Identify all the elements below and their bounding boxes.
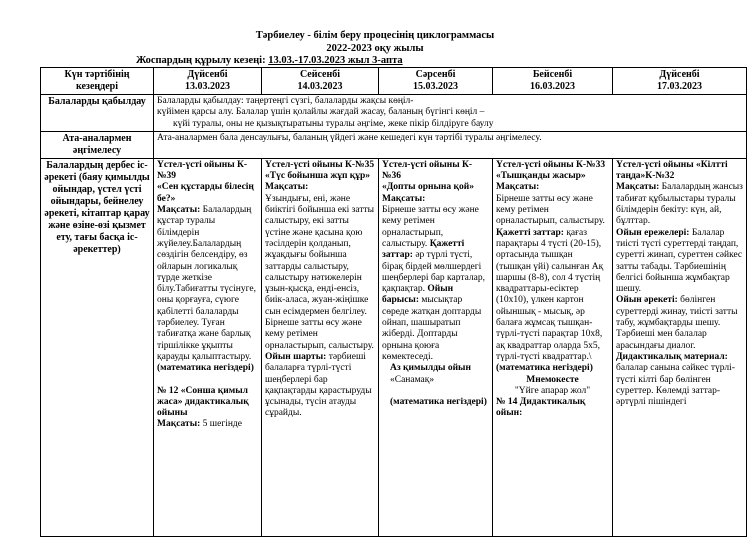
day-name: Дүйсенбі xyxy=(187,69,228,80)
game-label: Аз қимылды ойын xyxy=(390,363,471,374)
goal-label: Мақсаты: xyxy=(157,419,201,430)
goal-label: Мақсаты: xyxy=(265,182,309,193)
subject-note: (математика негіздері) xyxy=(390,396,487,407)
game-name: "Үйге апарар жол" xyxy=(514,385,591,396)
day-name: Дүйсенбі xyxy=(659,69,700,80)
day-name: Сәрсенбі xyxy=(415,69,456,80)
activity-tuesday xyxy=(262,158,379,536)
parents-text: Ата-аналармен бала денсаулығы, баланың үйдегі және кешедегі күн тәртібі туралы әңгімелесу. xyxy=(154,131,747,158)
materials-text: қағаз парақтары 4 түсті (20-15), ортасында тышқан (тышқан үйі) салынған Ақ шаршы (8-8), сол 4 түстің квадраттары-есіктер (10х10), үлкен картон ойыншық - мысық, әр балаға жұмсақ тышқан-түрлі-түсті парақтар 10х8, ақ квадраттар оларда 5х5, түрлі-түсті квадраттар.\ xyxy=(496,227,604,362)
goal-label: Мақсаты: xyxy=(157,205,201,216)
didactic-game-head: № 14 Дидактикалық ойын: xyxy=(496,397,586,419)
subject-note: (математика негіздері) xyxy=(157,363,254,374)
materials-label: Дидактикалық материал: xyxy=(616,351,728,362)
condition-label: Ойын шарты: xyxy=(265,351,327,362)
goal-text: 5 шегінде xyxy=(202,419,242,430)
plan-period-label: Жоспардың құрылу кезеңі: xyxy=(136,55,266,66)
game-name: «Санамақ» xyxy=(390,374,435,385)
plan-period-value: 13.03.-17.03.2023 жыл 3-апта xyxy=(268,55,403,66)
condition-text: тәрбиеші балаларға түрлі-түсті шеңберлері бар қақпақтарды қарастыруды ұсынады, түсін атауды сұрайды. xyxy=(265,351,372,419)
plan-period xyxy=(136,54,403,67)
game-head: Үстел-үсті ойыны К-№36 xyxy=(382,159,473,182)
game-title: «Допты орнына қой» xyxy=(382,182,474,193)
didactic-game-head: № 12 «Сонша қимыл жаса» дидактикалық ойыны xyxy=(157,385,249,419)
document-title: Тәрбиелеу - білім беру процесінің циклограммасы xyxy=(255,30,495,41)
goal-text: Бірнеше затты өсу және кему ретімен орналастырып, салыстыру. xyxy=(496,193,605,227)
materials-label: Қажетті заттар: xyxy=(382,238,465,261)
goal-label: Мақсаты: xyxy=(616,182,660,193)
table-header-row xyxy=(41,68,747,95)
procedure-text: мысықтар сөреде жатқан доптарды ойнап, шашыратып жіберді. Доптарды орнына қоюға көмектеседі. xyxy=(382,295,482,362)
activity-thursday xyxy=(493,158,613,536)
school-year: 2022-2023 оқу жылы xyxy=(326,43,424,54)
goal-text: Балалардың құстар туралы білімдерін жүйелеу.Балалардың сөздігін белсендіру, өз ойларын логикалық түрде жеткізе білу.Табиғатты түсінуге, оны қорғауға, сүюге қабілетті балаларды тәрбиелеу. Туған табиғатқа және барлық тіршілікке ұқыпты қарауды қалыптастыру. xyxy=(157,205,256,362)
day-date: 16.03.2023 xyxy=(530,81,575,92)
row-activity xyxy=(41,158,747,536)
goal-text: Ұзындығы, ені, және биіктігі бойынша екі затты салыстыру, екі затты үстіне және қасына қою тәсілдерін қолданып, жұақдығы бойынша заттарды салыстыру, салыстыру нәтижелерін ұзын-қысқа, енді-енсіз, биік-аласа, жуан-жіңішке сын есімдермен белгілеу. Бірнеше затты өсу және кему ретімен орналастырып, салыстыру. xyxy=(265,193,375,351)
row-label-reception: Балаларды қабылдау xyxy=(41,95,154,132)
cyclogram-table xyxy=(40,67,747,537)
rules-text: Балалар тиісті түсті суреттерді таңдап, суретті жинап, суреттен сәйкес затты табады. Тәрбиешінің белгісі бойынша жұмбақтар шешу. xyxy=(616,227,743,295)
activity-monday xyxy=(154,158,262,536)
row-reception xyxy=(41,95,747,132)
goal-label: Мақсаты: xyxy=(496,182,540,193)
day-date: 15.03.2023 xyxy=(413,81,458,92)
goal-text: Бірнеше затты өсу және кему ретімен орналастырып, салыстыру. xyxy=(382,205,479,249)
reception-line: күйімен қарсы алу. Балалар үшін қолайлы жағдай жасау, баланың бүгінгі көңіл – xyxy=(157,107,485,118)
rules-label: Ойын ережелері: xyxy=(616,227,690,238)
day-header-monday xyxy=(154,68,262,95)
day-header-wednesday xyxy=(379,68,493,95)
subject-note: (математика негіздері) xyxy=(496,363,593,374)
reception-text xyxy=(154,95,747,132)
reception-line: күйі туралы, оны не қызықтыратыны туралы әңгіме, жеке пікір білдіруге баулу xyxy=(173,118,494,129)
day-header-friday xyxy=(613,68,747,95)
day-name: Бейсенбі xyxy=(532,69,573,80)
activity-wednesday xyxy=(379,158,493,536)
game-label: Мнемокесте xyxy=(526,374,579,385)
game-head: Үстел-үсті ойыны К-№39 xyxy=(157,159,248,182)
game-head: Үстел-үсті ойыны «Кілтті таңда»К-№32 xyxy=(616,159,728,182)
day-date: 14.03.2023 xyxy=(297,81,343,92)
game-title: «Тышқанды жасыр» xyxy=(496,171,586,182)
day-header-tuesday xyxy=(262,68,379,95)
action-label: Ойын әрекеті: xyxy=(616,295,678,306)
goal-label: Мақсаты: xyxy=(382,193,426,204)
day-date: 17.03.2023 xyxy=(657,81,702,92)
day-date: 13.03.2023 xyxy=(185,81,230,92)
materials-text: әр түрлі түсті, бірақ бірдей мөлшердегі шеңберлері бар карталар, қақпақтар. xyxy=(382,250,486,295)
procedure-label: Ойын барысы: xyxy=(382,284,454,306)
action-text: бөлінген суреттерді жинау, тиісті затты табу, жұмбақтарды шешу. Тәрбиеші мен балалар арасындағы диалог. xyxy=(616,295,738,351)
day-name: Сейсенбі xyxy=(299,69,341,80)
game-head: Үстел-үсті ойыны К-№35 xyxy=(265,159,375,170)
reception-line: Балаларды қабылдау: таңертеңгі сүзгі, балаларды жақсы көңіл- xyxy=(157,96,414,106)
game-title: «Түс бойынша жұп құр» xyxy=(265,171,371,182)
activity-friday xyxy=(613,158,747,536)
row-label-parents: Ата-аналармен әңгімелесу xyxy=(41,131,154,158)
rowhead-cell: Күн тәртібінің кезеңдері xyxy=(41,68,154,95)
goal-text: Балалардың жансыз табиғат құбылыстары туралы білімдерін бекіту: күн, ай, бұлттар. xyxy=(616,182,743,227)
materials-text: балалар санына сәйкес түрлі-түсті кілті бар бөлінген суреттер. Көлемді заттар-әртүрлі пішіндегі xyxy=(616,363,735,408)
game-head: Үстел-үсті ойыны К-№33 xyxy=(496,159,606,170)
row-parents xyxy=(41,131,747,158)
row-label-activity: Балалардың дербес іс-әрекеті (баяу қимылды ойындар, үстел үсті ойындары, бейнелеу әрекеті, кітаптар қарау және өзіне-өзі қызмет ету, тағы басқа іс-әрекеттер) xyxy=(41,158,154,536)
day-header-thursday xyxy=(493,68,613,95)
materials-label: Қажетті заттар: xyxy=(496,227,564,238)
game-title: «Сен құстарды білесің бе?» xyxy=(157,182,254,204)
